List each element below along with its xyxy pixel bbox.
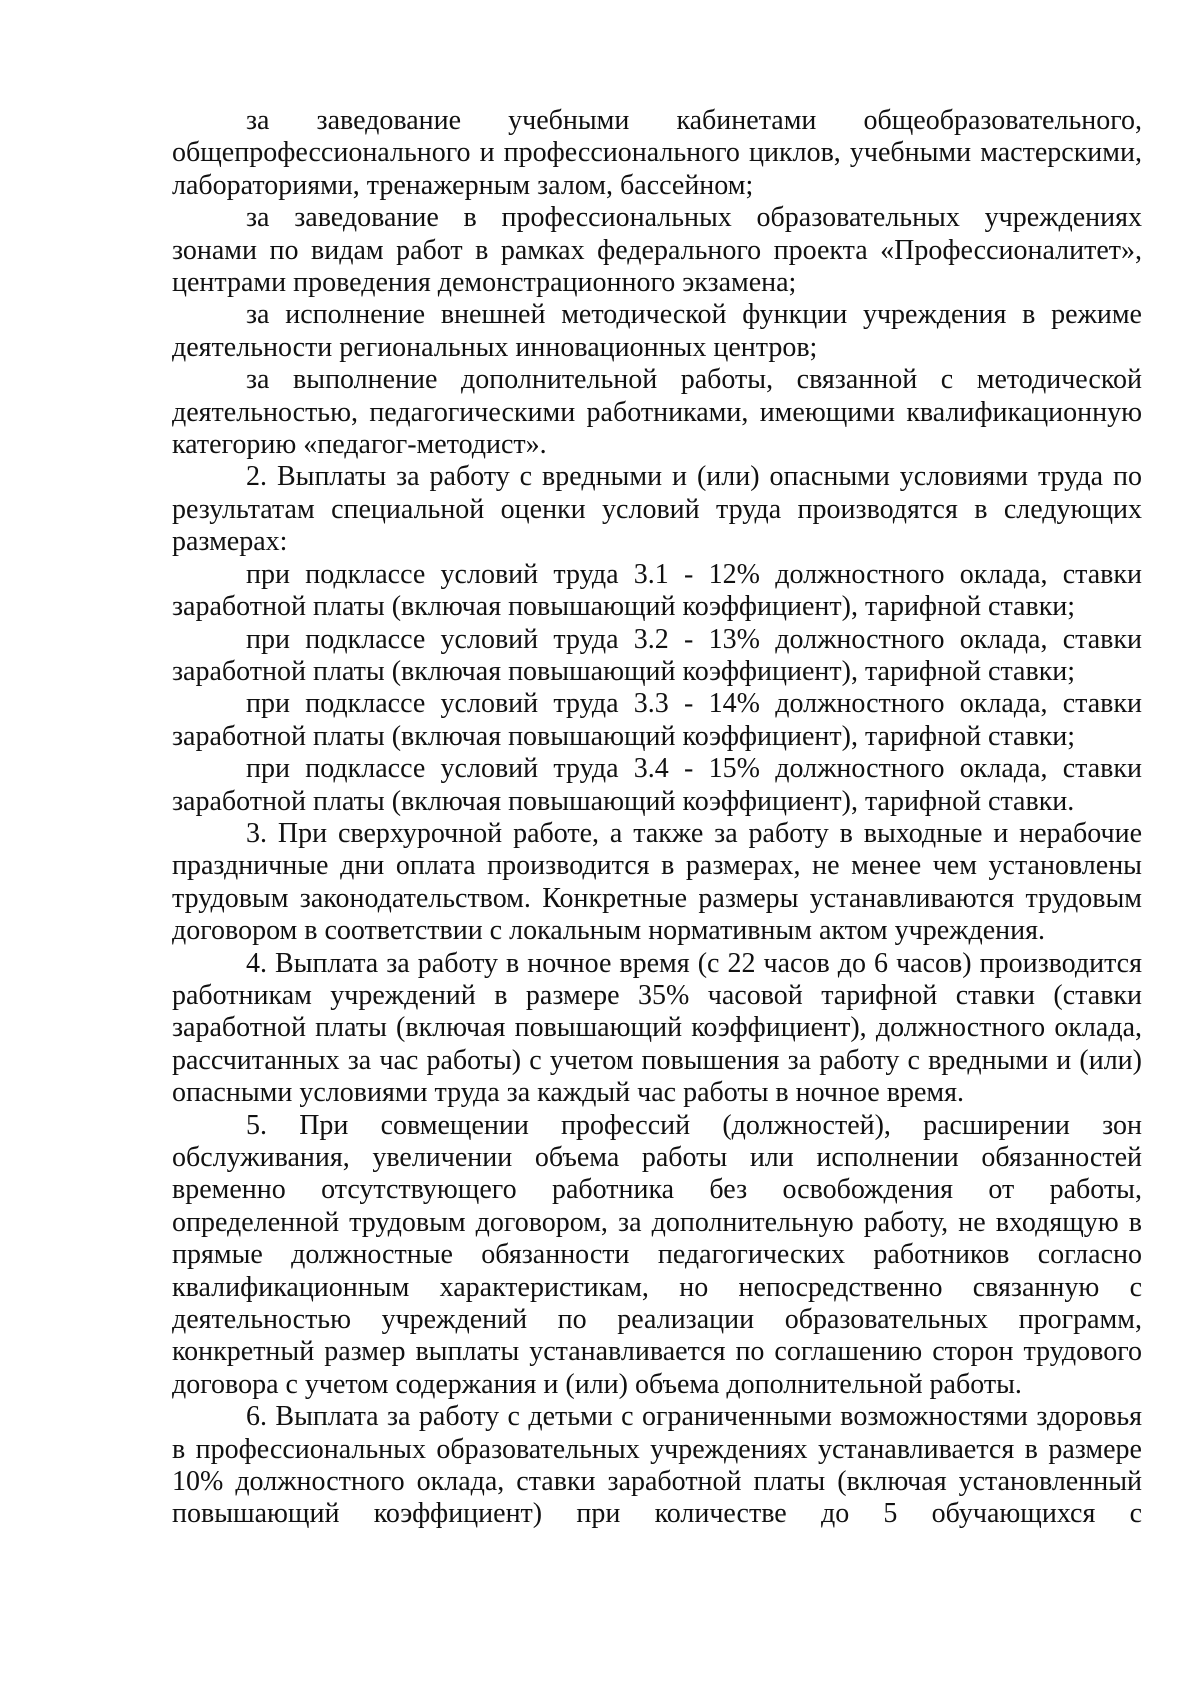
paragraph-subclass-3-2: при подклассе условий труда 3.2 - 13% должностного оклада, ставки заработной платы (включая повышающий коэффициент), тарифной ставки;	[172, 623, 1142, 687]
paragraph-professionalitet-zones: за заведование в профессиональных образовательных учреждениях зонами по видам работ в рамках федерального проекта «Профессионалитет», центрами проведения демонстрационного экзамена;	[172, 202, 1142, 299]
paragraph-4-night-work: 4. Выплата за работу в ночное время (с 22 часов до 6 часов) производится работникам учреждений в размере 35% часовой тарифной ставки (ставки заработной платы (включая повышающий коэффициент), должностного оклада, рассчитанных за час работы) с учетом повышения за работу с вредными и (или) опасными условиями труда за каждый час работы в ночное время.	[172, 947, 1142, 1109]
paragraph-5-combination: 5. При совмещении профессий (должностей), расширении зон обслуживания, увеличении объема работы или исполнении обязанностей временно отсутствующего работника без освобождения от работы, определенной трудовым договором, за дополнительную работу, не входящую в прямые должностные обязанности педагогических работников согласно квалификационным характеристикам, но непосредственно связанную с деятельностью учреждений по реализации образовательных программ, конкретный размер выплаты устанавливается по соглашению сторон трудового договора с учетом содержания и (или) объема дополнительной работы.	[172, 1109, 1142, 1400]
paragraph-methodical-function: за исполнение внешней методической функции учреждения в режиме деятельности региональных инновационных центров;	[172, 299, 1142, 363]
paragraph-subclass-3-3: при подклассе условий труда 3.3 - 14% должностного оклада, ставки заработной платы (включая повышающий коэффициент), тарифной ставки;	[172, 688, 1142, 752]
paragraph-3-overtime: 3. При сверхурочной работе, а также за работу в выходные и нерабочие праздничные дни оплата производится в размерах, не менее чем установлены трудовым законодательством. Конкретные размеры устанавливаются трудовым договором в соответствии с локальным нормативным актом учреждения.	[172, 817, 1142, 947]
document-page	[172, 105, 1142, 1531]
paragraph-subclass-3-1: при подклассе условий труда 3.1 - 12% должностного оклада, ставки заработной платы (включая повышающий коэффициент), тарифной ставки;	[172, 558, 1142, 623]
paragraph-2-harmful-conditions: 2. Выплаты за работу с вредными и (или) опасными условиями труда по результатам специальной оценки условий труда производятся в следующих размерах:	[172, 461, 1142, 558]
paragraph-methodist-work: за выполнение дополнительной работы, связанной с методической деятельностью, педагогическими работниками, имеющими квалификационную категорию «педагог-методист».	[172, 364, 1142, 461]
paragraph-subclass-3-4: при подклассе условий труда 3.4 - 15% должностного оклада, ставки заработной платы (включая повышающий коэффициент), тарифной ставки.	[172, 753, 1142, 817]
paragraph-cabinets: за заведование учебными кабинетами общеобразовательного, общепрофессионального и профессионального циклов, учебными мастерскими, лабораториями, тренажерным залом, бассейном;	[172, 105, 1142, 201]
paragraph-6-disabilities: 6. Выплата за работу с детьми с ограниченными возможностями здоровья в профессиональных образовательных учреждениях устанавливается в размере 10% должностного оклада, ставки заработной платы (включая установленный повышающий коэффициент) при количестве до 5 обучающихся с	[172, 1401, 1142, 1530]
